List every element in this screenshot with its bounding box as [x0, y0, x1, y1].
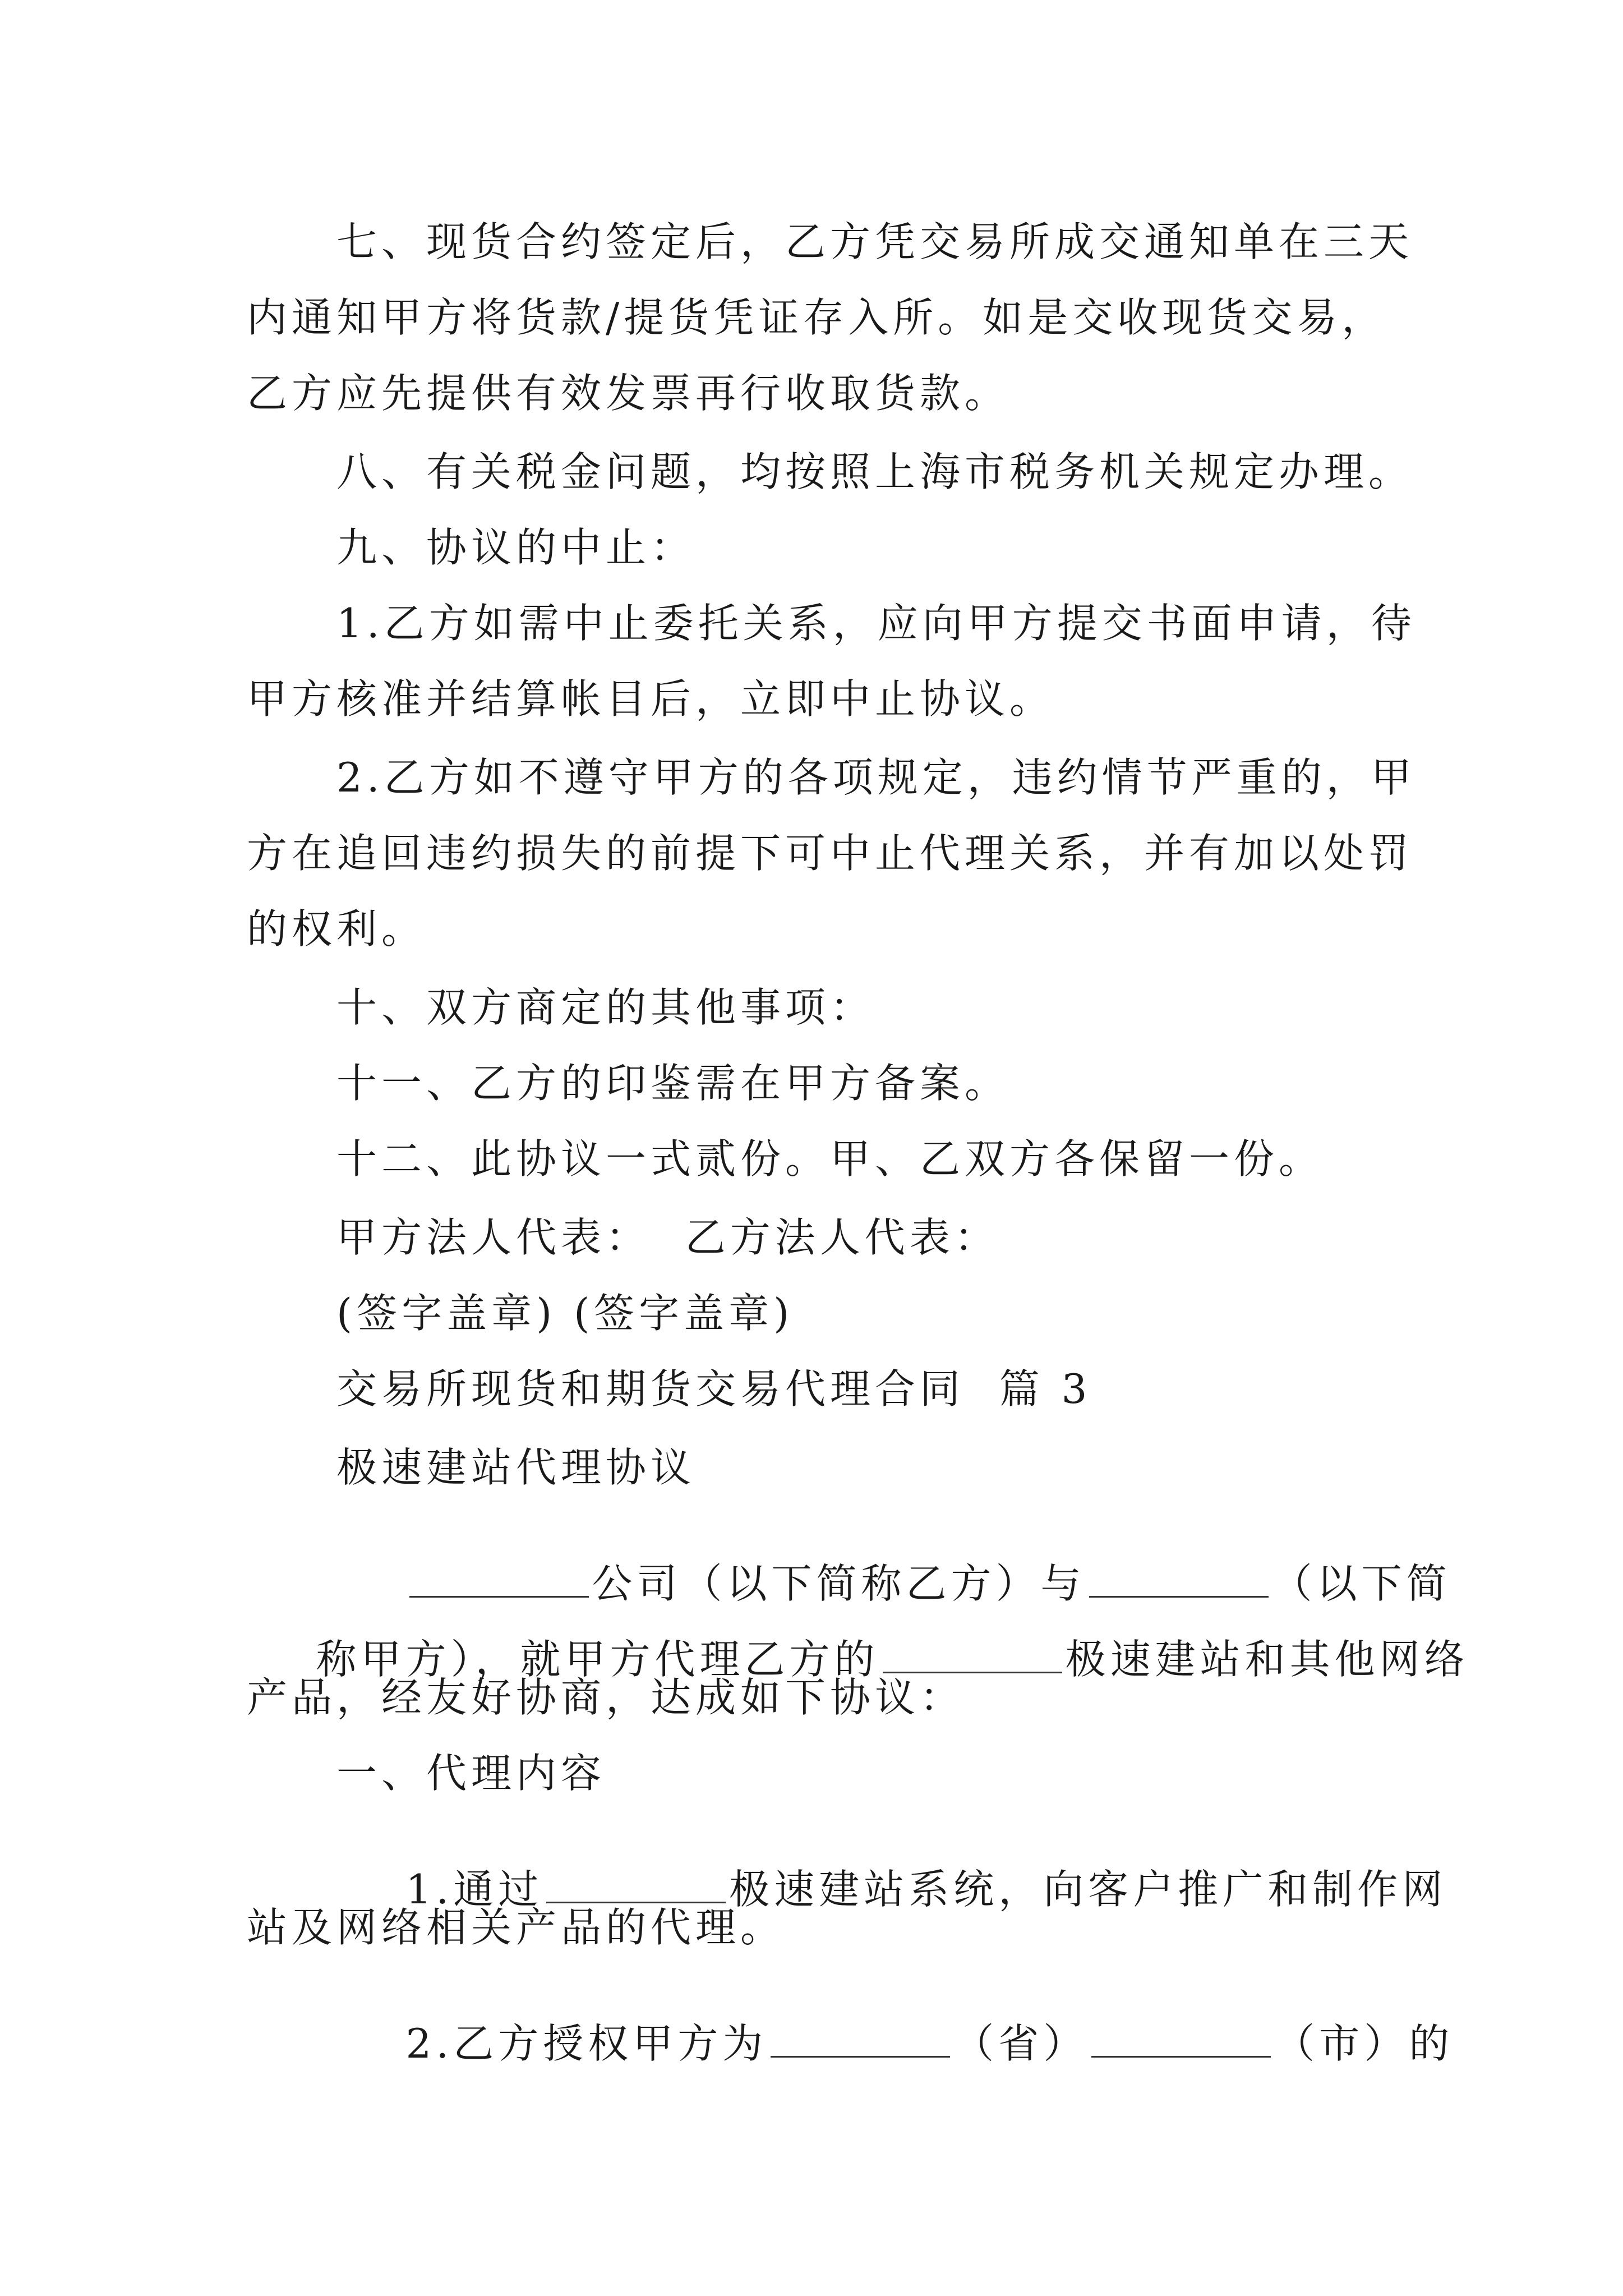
- clause-7-line-2: 内通知甲方将货款/提货凭证存入所。如是交收现货交易，: [247, 294, 1387, 341]
- clause-7-line-3: 乙方应先提供有效发票再行收取货款。: [247, 370, 1010, 417]
- item-2-text-a: 2.乙方授权甲方为: [405, 2020, 768, 2067]
- section-title: 交易所现货和期货交易代理合同 篇 3: [336, 1365, 1092, 1412]
- legal-representatives: 甲方法人代表： 乙方法人代表：: [336, 1214, 999, 1261]
- blank-system[interactable]: [546, 1869, 726, 1903]
- signature-seal: (签字盖章) (签字盖章): [336, 1290, 794, 1337]
- section-1-heading: 一、代理内容: [336, 1750, 606, 1797]
- clause-9-item-2-line-2: 方在追回违约损失的前提下可中止代理关系，并有加以处罚: [247, 830, 1414, 877]
- blank-company-b[interactable]: [409, 1563, 589, 1598]
- clause-10: 十、双方商定的其他事项：: [336, 984, 875, 1031]
- item-1-text-a: 1.通过: [405, 1866, 543, 1913]
- blank-brand[interactable]: [883, 1639, 1062, 1673]
- intro-line-2-text-a: 称甲方），就甲方代理乙方的: [316, 1636, 879, 1683]
- blank-party-a[interactable]: [1089, 1563, 1269, 1598]
- clause-11: 十一、乙方的印鉴需在甲方备案。: [336, 1060, 1010, 1107]
- clause-9-item-2-line-3: 的权利。: [247, 905, 427, 953]
- agreement-title: 极速建站代理协议: [336, 1444, 696, 1491]
- intro-line-2-text-b: 极速建站和其他网络: [1065, 1636, 1469, 1683]
- section-1-item-1-line-2: 站及网络相关产品的代理。: [247, 1904, 786, 1951]
- clause-9-heading: 九、协议的中止：: [336, 524, 696, 571]
- item-2-text-c: （市）的: [1274, 2020, 1454, 2067]
- item-1-text-b: 极速建站系统，向客户推广和制作网: [729, 1866, 1447, 1913]
- clause-7-line-1: 七、现货合约签定后，乙方凭交易所成交通知单在三天: [336, 218, 1414, 265]
- section-1-item-2-line-1: [336, 1983, 1454, 2104]
- intro-line-1-text-a: 公司（以下简称乙方）与: [592, 1560, 1086, 1607]
- clause-9-item-2-line-1: 2.乙方如不遵守甲方的各项规定，违约情节严重的，甲: [336, 754, 1416, 801]
- clause-12: 十二、此协议一式贰份。甲、乙双方各保留一份。: [336, 1135, 1324, 1182]
- clause-9-item-1-line-2: 甲方核准并结算帐目后，立即中止协议。: [247, 675, 1055, 723]
- item-2-text-b: （省）: [953, 2020, 1089, 2067]
- intro-line-3: 产品，经友好协商，达成如下协议：: [247, 1674, 965, 1721]
- intro-line-1-text-b: （以下简: [1271, 1560, 1451, 1607]
- blank-province[interactable]: [771, 2023, 950, 2058]
- clause-9-item-1-line-1: 1.乙方如需中止委托关系，应向甲方提交书面申请，待: [336, 600, 1416, 647]
- clause-8: 八、有关税金问题，均按照上海市税务机关规定办理。: [336, 448, 1414, 495]
- blank-city[interactable]: [1091, 2023, 1271, 2058]
